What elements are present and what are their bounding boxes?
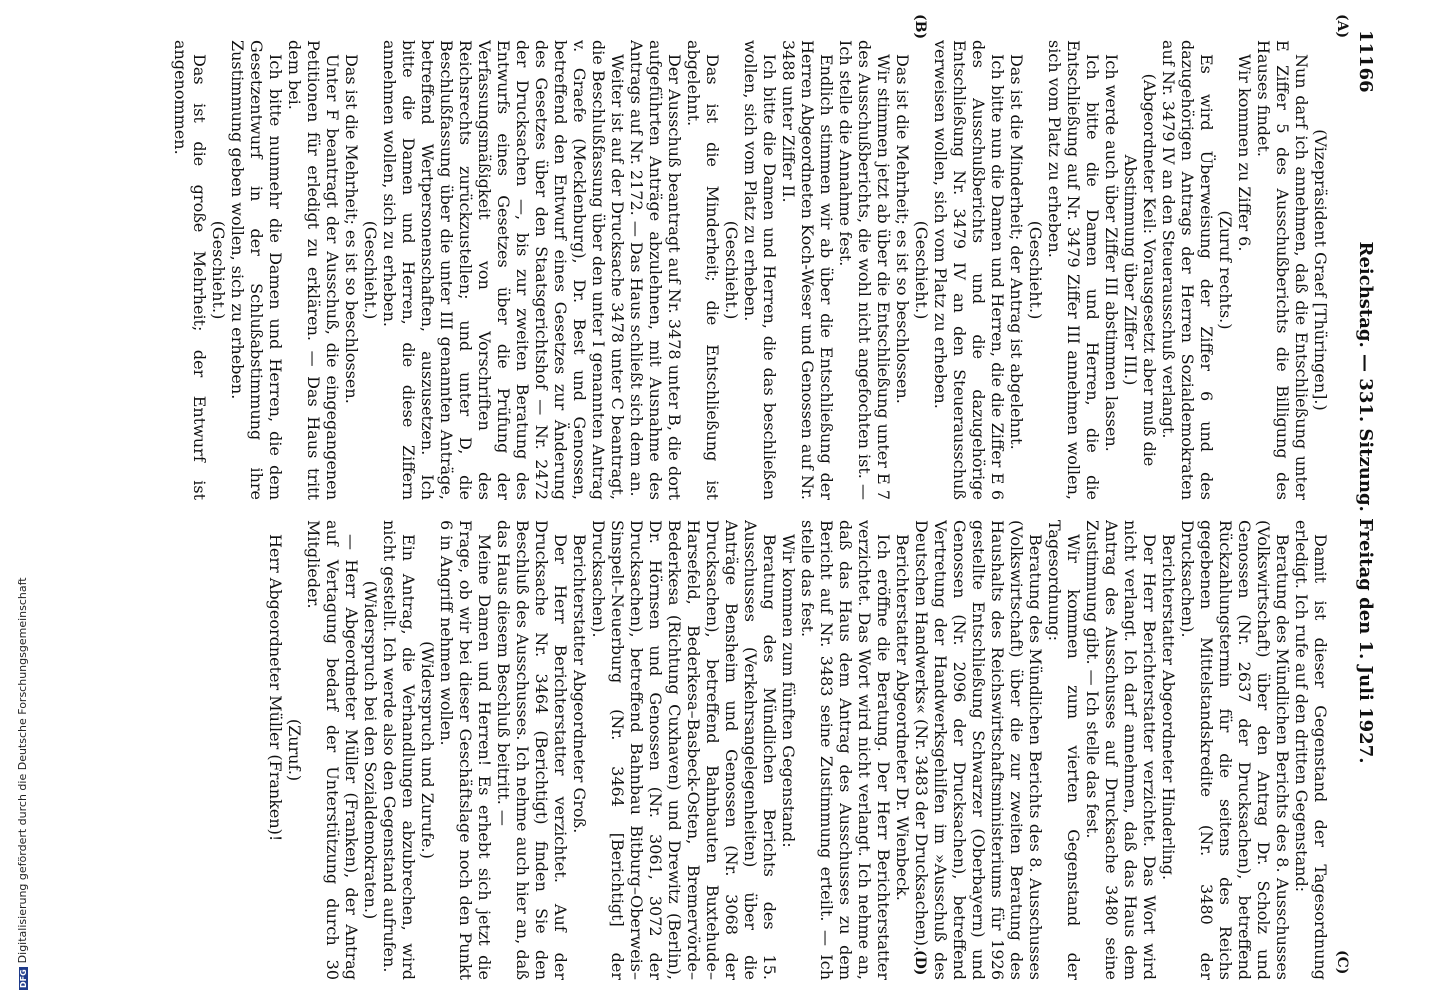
paragraph: Ein Antrag, die Verhandlungen abzubrechen, wird nicht gestellt. Ich werde also den Gegenstand aufrufen.	[380, 520, 418, 980]
paragraph: Beratung des Mündlichen Berichts des 15. Ausschusses (Verkehrsangelegenheiten) über die Anträge Bensheim und Genossen (Nr. 3068 der Drucksachen), betreffend Bahnbauten Buxtehude–Harsefeld, Bederkesa–Basbeck-Osten, Bremervörde–Bederkesa (Richtung Cuxhaven) und Drewitz (Berlin), Dr. Hörnsen und Genossen (Nr. 3061, 3072 der Drucksachen), betreffend Bahnbau Bitburg–Oberweis–Sinspelt–Neuerburg (Nr. 3464 [Berichtigt] der Drucksachen).	[589, 520, 779, 980]
right-column	[60, 520, 1330, 980]
paragraph: Wir kommen zu Ziffer 6.	[1235, 54, 1254, 252]
paragraph: Ich bitte die Damen und Herren, die das beschließen wollen, sich vom Platz zu erheben.	[741, 40, 779, 500]
paragraph: Berichterstatter Abgeordneter Groß.	[570, 534, 589, 834]
paragraph: (Geschieht.)	[209, 220, 228, 320]
paragraph: Berichterstatter Abgeordneter Hinderling.	[1159, 534, 1178, 881]
footer-label: Digitalisierung gefördert durch die Deutsche Forschungsgemeinschaft	[16, 577, 29, 964]
paragraph: (Abgeordneter Keil: Vorausgesetzt aber muß die Abstimmung über Ziffer III.)	[1121, 73, 1159, 467]
margin-mark-a: (A)	[1334, 14, 1350, 39]
paragraph: (Zuruf rechts.)	[1216, 210, 1235, 330]
paragraph: (Zuruf.)	[285, 718, 304, 782]
paragraph: Meine Damen und Herren! Es erhebt sich jetzt die Frage, ob wir bei dieser Geschäftslage noch den Punkt 6 in Angriff nehmen wollen.	[437, 520, 494, 980]
page-number: 11166	[1355, 30, 1376, 93]
header-title: Reichstag. — 331. Sitzung. Freitag den 1. Juli 1927.	[1355, 241, 1376, 764]
paragraph: (Geschieht.)	[361, 220, 380, 320]
paragraph: Das ist die Mehrheit; es ist so beschlossen.	[893, 54, 912, 404]
paragraph: — Herr Abgeordneter Müller (Franken), der Antrag auf Vertagung bedarf der Unterstützung durch 30 Mitglieder.	[304, 520, 361, 980]
margin-mark-b: (B)	[912, 14, 928, 40]
margin-mark-c: (C)	[1334, 950, 1350, 975]
left-column-frame	[60, 30, 1330, 500]
paragraph: (Widerspruch bei den Sozialdemokraten.)	[361, 580, 380, 920]
running-header	[1352, 30, 1374, 975]
paragraph: Berichterstatter Abgeordneter Dr. Wienbeck.	[893, 534, 912, 901]
right-column-frame	[60, 510, 1330, 980]
dfg-badge: DFG	[19, 969, 28, 988]
footer-strip	[0, 0, 29, 1000]
paragraph: Ich werde auch über Ziffer III abstimmen lassen.	[1102, 54, 1121, 452]
paragraph: (Geschieht.)	[1026, 220, 1045, 320]
paragraph: Ich bitte die Damen und Herren, die die Entschließung auf Nr. 3479 Ziffer III annehmen wollen, sich vom Platz zu erheben.	[1045, 40, 1102, 500]
paragraph: Ich bitte nun die Damen und Herren, die die Ziffer E 6 des Ausschußberichts und die dazugehörige Entschließung Nr. 3479 IV an den Steuerausschuß verweisen wollen, sich vom Platz zu erheben.	[931, 40, 1007, 500]
paragraph: (Vizepräsident Graef [Thüringen].)	[1311, 129, 1330, 411]
paragraph: Nun darf ich annehmen, daß die Entschließung unter E Ziffer 5 des Ausschußberichts die Billigung des Hauses findet.	[1254, 40, 1311, 500]
paragraph: Damit ist dieser Gegenstand der Tagesordnung erledigt. Ich rufe auf den dritten Gegenstand:	[1292, 520, 1330, 980]
paragraph: Wir stimmen jetzt ab über die Entschließung unter E 7 des Ausschußberichts, die wohl nicht angefochten ist. — Ich stelle die Annahme fest.	[836, 40, 893, 500]
paragraph: Ich eröffne die Beratung. Der Herr Berichterstatter verzichtet. Das Wort wird nicht verlangt. Ich nehme an, daß das Haus dem Antrag des Ausschusses zu dem Bericht auf Nr. 3483 seine Zustimmung erteilt. — Ich stelle das fest.	[798, 520, 893, 980]
paragraph: Endlich stimmen wir ab über die Entschließung der Herren Abgeordneten Koch-Weser und Genossen auf Nr. 3488 unter Ziffer II.	[779, 40, 836, 500]
paragraph: Beratung des Mündlichen Berichts des 8. Ausschusses (Volkswirtschaft) über den Antrag Dr. Scholz und Genossen (Nr. 2637 der Drucksachen), betreffend Rückzahlungstermin für die seitens des Reichs gegebenen Mittelstandskredite (Nr. 3480 der Drucksachen).	[1178, 520, 1292, 980]
paragraph: Herr Abgeordneter Müller (Franken)!	[266, 534, 285, 842]
paragraph: Weiter ist auf der Drucksache 3478 unter C beantragt, die Beschlußfassung über den unter I genannten Antrag v. Graefe (Mecklenburg), Dr. Best und Genossen, betreffend den Entwurf eines Gesetzes zur Änderung des Gesetzes über den Staatsgerichtshof — Nr. 2472 der Drucksachen —, bis zur zweiten Beratung des Entwurfs eines Gesetzes über die Prüfung der Verfassungsmäßigkeit von Vorschriften des Reichsrechts zurückzustellen; und unter D, die Beschlußfassung über die unter III genannten Anträge, betreffend Wertpersonenschaften, auszusetzen. Ich bitte die Damen und Herren, die diese Ziffern annehmen wollen, sich zu erheben.	[380, 40, 627, 500]
paragraph: (Widerspruch und Zurufe.)	[418, 641, 437, 859]
paragraph: Beratung des Mündlichen Berichts des 8. Ausschusses (Volkswirtschaft) über die zur zweiten Beratung des Haushalts des Reichswirtschaftsministeriums für 1926 gestellte Entschließung Schwarzer (Oberbayern) und Genossen (Nr. 2096 der Drucksachen), betreffend Vertretung der Handwerksgehilfen im »Ausschuß des Deutschen Handwerks« (Nr. 3483 der Drucksachen).	[912, 520, 1045, 980]
left-column	[60, 40, 1330, 500]
paragraph: (Geschieht.)	[722, 220, 741, 320]
paragraph: Der Herr Berichterstatter verzichtet. Das Wort wird nicht verlangt. Ich darf annehmen, daß das Haus dem Antrag des Ausschusses auf Drucksache 3480 seine Zustimmung gibt. — Ich stelle das fest.	[1083, 520, 1159, 980]
paragraph: Unter F beantragt der Ausschuß, die eingegangenen Petitionen für erledigt zu erklären. — Das Haus tritt dem bei.	[285, 40, 342, 500]
paragraph: (Geschieht.)	[912, 220, 931, 320]
paragraph: Wir kommen zum fünften Gegenstand:	[779, 534, 798, 848]
paragraph: Das ist die Minderheit; der Antrag ist abgelehnt.	[1007, 54, 1026, 450]
paragraph: Der Herr Berichterstatter verzichtet. Auf der Drucksache Nr. 3464 (Berichtigt) finden Sie den Beschluß des Ausschusses. Ich nehme auch hier an, daß das Haus diesem Beschluß beitritt. —	[494, 520, 570, 980]
paragraph: Der Ausschuß beantragt auf Nr. 3478 unter B, die dort aufgeführten Anträge abzulehnen, mit Ausnahme des Antrags auf Nr. 2172. — Das Haus schließt sich dem an.	[627, 40, 684, 500]
paragraph: Das ist die Mehrheit; es ist so beschlossen.	[342, 54, 361, 404]
paragraph: Das ist die große Mehrheit; der Entwurf ist angenommen.	[171, 40, 209, 500]
paragraph: Wir kommen zum vierten Gegenstand der Tagesordnung:	[1045, 520, 1083, 980]
paragraph: Das ist die Minderheit; die Entschließung ist abgelehnt.	[684, 40, 722, 500]
footer-text	[16, 577, 29, 990]
paragraph: Ich bitte nunmehr die Damen und Herren, die dem Gesetzentwurf in der Schlußabstimmung ihre Zustimmung geben wollen, sich zu erheben.	[228, 40, 285, 500]
margin-mark-d: (D)	[912, 950, 928, 976]
paragraph: Es wird Überweisung der Ziffer 6 und des dazugehörigen Antrags der Herren Sozialdemokraten auf Nr. 3479 IV an den Steuerausschuß verlangt.	[1159, 40, 1216, 500]
